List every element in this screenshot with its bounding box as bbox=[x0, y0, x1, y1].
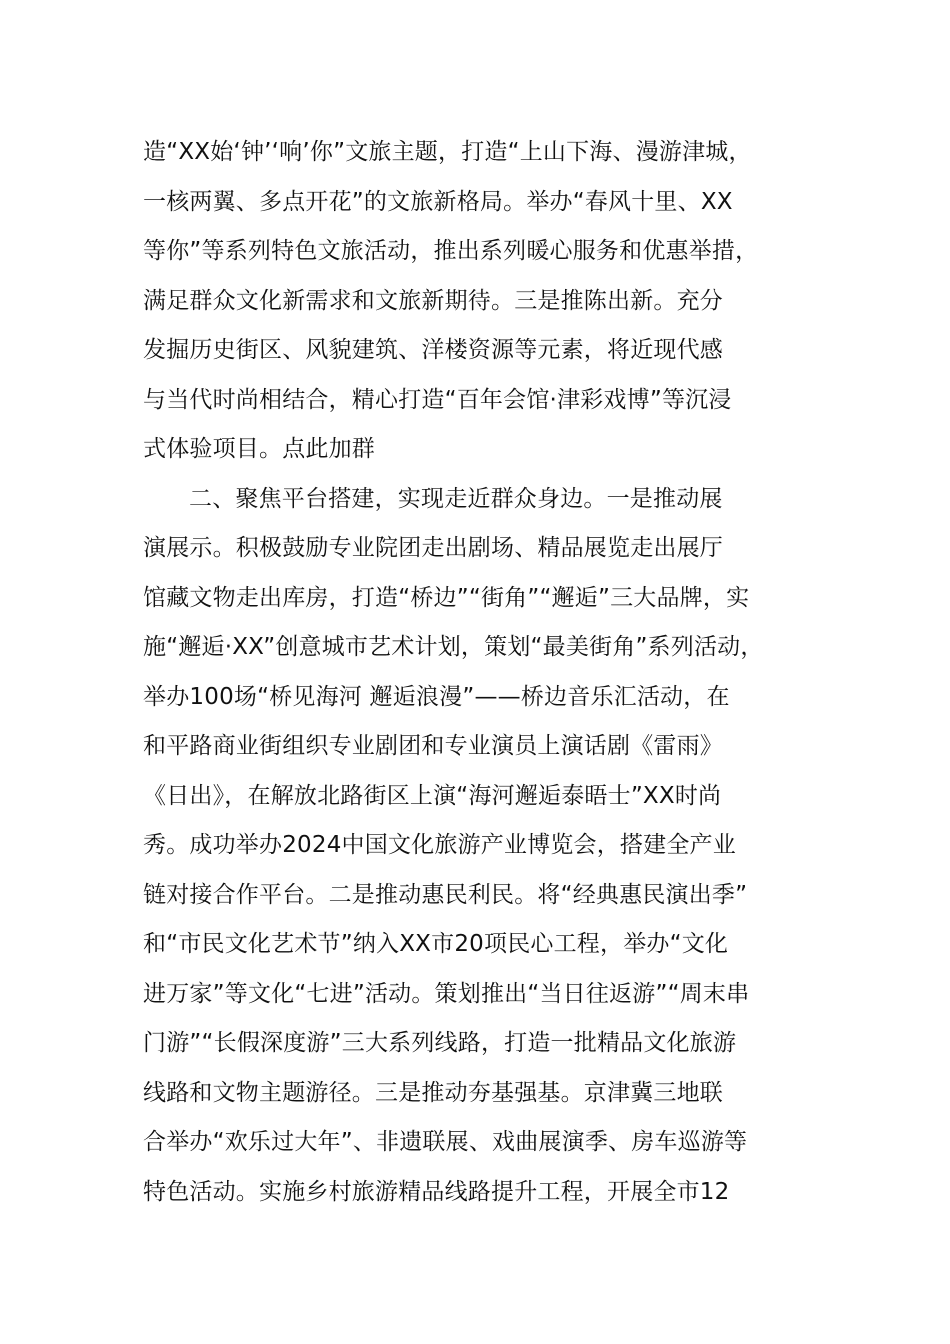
text-line: 链对接合作平台。二是推动惠民利民。将“经典惠民演出季” bbox=[143, 881, 748, 908]
text-line: 馆藏文物走出库房，打造“桥边”“街角”“邂逅”三大品牌，实 bbox=[143, 584, 750, 611]
text-line: 与当代时尚相结合，精心打造“百年会馆·津彩戏博”等沉浸 bbox=[143, 386, 732, 413]
text-line: 门游”“长假深度游”三大系列线路，打造一批精品文化旅游 bbox=[143, 1030, 737, 1056]
text-line: 满足群众文化新需求和文旅新期待。三是推陈出新。充分 bbox=[143, 287, 723, 314]
text-line: 式体验项目。点此加群 bbox=[143, 436, 375, 462]
text-line: 和平路商业街组织专业剧团和专业演员上演话剧《雷雨》 bbox=[143, 733, 723, 759]
paragraph-heading-line: 二、聚焦平台搭建，实现走近群众身边。一是推动展 bbox=[189, 485, 723, 512]
text-line: 秀。成功举办2024中国文化旅游产业博览会，搭建全产业 bbox=[143, 832, 736, 858]
text-line: 进万家”等文化“七进”活动。策划推出“当日往返游”“周末串 bbox=[143, 980, 750, 1007]
text-line: 演展示。积极鼓励专业院团走出剧场、精品展览走出展厅 bbox=[143, 535, 723, 561]
text-line: 造“XX始‘钟’‘响’你”文旅主题，打造“上山下海、漫游津城， bbox=[143, 139, 752, 165]
text-line: 施“邂逅·XX”创意城市艺术计划，策划“最美街角”系列活动， bbox=[143, 634, 764, 660]
text-line: 《日出》，在解放北路街区上演“海河邂逅泰晤士”XX时尚 bbox=[143, 782, 722, 809]
text-line: 和“市民文化艺术节”纳入XX市20项民心工程，举办“文化 bbox=[143, 931, 729, 957]
text-line: 合举办“欢乐过大年”、非遗联展、戏曲展演季、房车巡游等 bbox=[143, 1129, 748, 1155]
text-line: 特色活动。实施乡村旅游精品线路提升工程，开展全市12 bbox=[143, 1178, 730, 1205]
text-line: 举办100场“桥见海河 邂逅浪漫”——桥边音乐汇活动，在 bbox=[143, 683, 730, 710]
text-line: 发掘历史街区、风貌建筑、洋楼资源等元素，将近现代感 bbox=[143, 337, 723, 363]
text-line: 线路和文物主题游径。三是推动夯基强基。京津冀三地联 bbox=[143, 1079, 723, 1106]
text-line: 一核两翼、多点开花”的文旅新格局。举办“春风十里、XX bbox=[143, 188, 733, 215]
document-body bbox=[143, 128, 843, 1217]
text-line: 等你”等系列特色文旅活动，推出系列暖心服务和优惠举措， bbox=[143, 238, 759, 264]
